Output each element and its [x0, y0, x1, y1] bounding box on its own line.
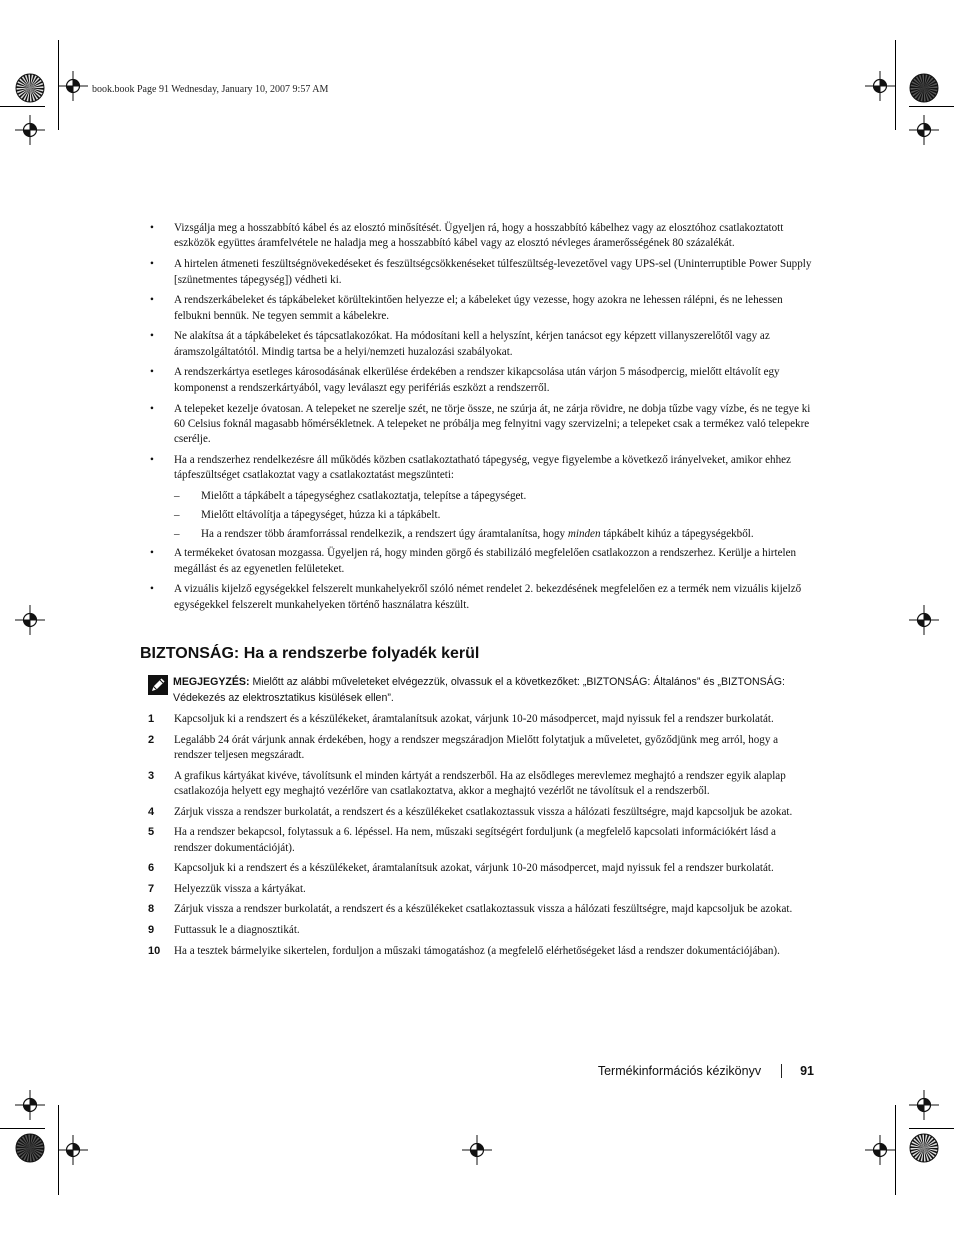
step-number: 2 — [148, 733, 155, 746]
bullet-icon: • — [150, 294, 154, 307]
crop-mark-line — [895, 40, 896, 130]
crop-mark-line — [909, 106, 954, 107]
registration-crosshair-icon — [15, 1090, 45, 1120]
step-list — [148, 712, 815, 964]
registration-crosshair-icon — [15, 115, 45, 145]
step-item: 9 Futtassuk le a diagnosztikát. — [148, 923, 815, 938]
dash-icon: – — [174, 528, 180, 541]
step-number: 1 — [148, 713, 155, 725]
crop-mark-line — [0, 1128, 45, 1129]
step-item: 8 Zárjuk vissza a rendszer burkolatát, a rendszert és a készülékeket csatlakoztassuk vissza a hálózati feszültségre, majd kapcsoljuk be azokat. — [148, 902, 815, 917]
bullet-icon: • — [150, 547, 154, 560]
registration-crosshair-icon — [909, 1090, 939, 1120]
registration-starburst-icon — [15, 73, 45, 103]
sub-list-item: – Mielőtt eltávolítja a tápegységet, húzza ki a tápkábelt. — [150, 508, 815, 523]
list-item: • Ne alakítsa át a tápkábeleket és tápcsatlakozókat. Ha módosítani kell a helyszínt, kérjen tanácsot egy képzett villanyszerelőtől vagy az áramszolgáltatótól. Mindig tartsa be a helyi/nemzeti huzalozási szabályokat. — [150, 330, 770, 358]
registration-crosshair-icon — [58, 1135, 88, 1165]
note-text: MEGJEGYZÉS: Mielőtt az alábbi műveleteket elvégezzük, olvassuk el a következőket: „BIZTONSÁG: Általános” és „BIZTONSÁG: Védekezés az elektrosztatikus kisülések ellen”. — [173, 676, 785, 704]
bullet-icon: • — [150, 583, 154, 596]
bullet-icon: • — [150, 258, 154, 271]
list-item: • A termékeket óvatosan mozgassa. Ügyeljen rá, hogy minden görgő és stabilizáló megfelelően csatlakozzon a rendszerhez. Kerülje a hirtelen megállást és az egyenetlen felületeket. — [150, 547, 797, 575]
step-item: 10 Ha a tesztek bármelyike sikertelen, forduljon a műszaki támogatáshoz (a megfelelő elérhetőségeket lásd a rendszer dokumentációjában). — [148, 944, 815, 959]
pencil-note-icon — [148, 675, 168, 700]
page-footer — [560, 1064, 814, 1078]
step-number: 5 — [148, 826, 155, 839]
print-header-meta: book.book Page 91 Wednesday, January 10, 2007 9:57 AM — [92, 84, 329, 95]
bullet-icon: • — [150, 222, 154, 234]
crop-mark-line — [58, 1105, 59, 1195]
registration-starburst-icon — [909, 73, 939, 103]
crop-mark-line — [895, 1105, 896, 1195]
step-item: 6 Kapcsoljuk ki a rendszert és a készülékeket, áramtalanítsuk azokat, várjunk 10-20 másodpercet, majd nyissuk fel a rendszer burkolatát. — [148, 861, 815, 876]
registration-crosshair-icon — [15, 605, 45, 635]
sub-list-item: – Mielőtt a tápkábelt a tápegységhez csatlakoztatja, telepítse a tápegységet. — [150, 489, 815, 504]
sub-list-item: – Ha a rendszer több áramforrással rendelkezik, a rendszert úgy áramtalanítsa, hogy minden tápkábelt kihúz a tápegységekből. — [150, 527, 815, 542]
footer-divider — [781, 1064, 782, 1078]
step-number: 10 — [148, 944, 161, 957]
dash-icon: – — [174, 490, 180, 503]
step-item: 1 Kapcsoljuk ki a rendszert és a készülékeket, áramtalanítsuk azokat, várjunk 10-20 másodpercet, majd nyissuk fel a rendszer burkolatát. — [148, 712, 815, 727]
list-item: • A hirtelen átmeneti feszültségnövekedéseket és feszültségcsökkenéseket túlfeszültség-levezetővel vagy UPS-sel (Uninterruptible Power Supply [szünetmentes tápegység]) védheti ki. — [150, 258, 812, 286]
book-title: Termékinformációs kézikönyv — [597, 1064, 762, 1078]
step-item: 4 Zárjuk vissza a rendszer burkolatát, a rendszert és a készülékeket csatlakoztassuk vissza a hálózati feszültségre, majd kapcsoljuk be azokat. — [148, 805, 815, 820]
registration-crosshair-icon — [462, 1135, 492, 1165]
step-item: 5 Ha a rendszer bekapcsol, folytassuk a 6. lépéssel. Ha nem, műszaki segítségért forduljunk (a megfelelő kapcsolati információkért lásd a rendszer dokumentációját). — [148, 826, 776, 854]
bullet-icon: • — [150, 402, 154, 415]
list-item: • Ha a rendszerhez rendelkezésre áll működés közben csatlakoztatható tápegység, vegye figyelembe a következő irányelveket, amikor ehhez tápfeszültséget csatlakoztat vagy a csatlakoztatást megszünteti: — [150, 454, 791, 482]
crop-mark-line — [909, 1128, 954, 1129]
crop-mark-line — [0, 106, 45, 107]
step-item: 3 A grafikus kártyákat kivéve, távolítsunk el minden kártyát a rendszerből. Ha az elsődleges merevlemez meghajtó a rendszer egyik alaplap csatlakozója helyett egy meghajtó vezérlőre van csatlakoztatva, akkor a meghajtó vezérlőt ne távolítsuk el a rendszerből. — [148, 769, 786, 797]
bullet-icon: • — [150, 366, 154, 379]
step-number: 9 — [148, 923, 155, 936]
page-number: 91 — [800, 1064, 814, 1078]
registration-starburst-icon — [909, 1133, 939, 1163]
note-box — [148, 675, 813, 706]
list-item: • A rendszerkártya esetleges károsodásának elkerülése érdekében a rendszer kikapcsolása után várjon 5 másodpercig, mielőtt eltávolít egy komponenst a rendszerkártyából, vagy leválaszt egy perifériás eszközt a rendszerről. — [150, 366, 780, 394]
registration-crosshair-icon — [865, 1135, 895, 1165]
registration-starburst-icon — [15, 1133, 45, 1163]
list-item: • A vizuális kijelző egységekkel felszerelt munkahelyekről szóló német rendelet 2. bekezdésének megfelelően ez a termék nem vizuális kijelző egységekkel felszerelt munkahelyeken történő használatra készült. — [150, 583, 802, 611]
bullet-icon: • — [150, 330, 154, 343]
list-item: • A telepeket kezelje óvatosan. A telepeket ne szerelje szét, ne törje össze, ne szúrja át, ne zárja rövidre, ne dobja tűzbe vagy vízbe, és ne tegye ki 60 Celsius foknál magasabb hőmérsékletnek. A telepeket ne próbálja meg felnyitni vagy szervizelni; a telepeket csak a termékez való telepekre cserélje. — [150, 402, 811, 446]
registration-crosshair-icon — [865, 71, 895, 101]
dash-icon: – — [174, 509, 180, 522]
crop-mark-line — [58, 40, 59, 130]
step-number: 3 — [148, 769, 155, 782]
step-number: 4 — [148, 805, 155, 818]
bullet-icon: • — [150, 454, 154, 467]
registration-crosshair-icon — [909, 115, 939, 145]
safety-bullet-list — [150, 221, 815, 618]
step-number: 8 — [148, 903, 155, 916]
registration-crosshair-icon — [909, 605, 939, 635]
step-item: 2 Legalább 24 órát várjunk annak érdekében, hogy a rendszer megszáradjon Mielőtt folytatjuk a műveletet, győződjünk meg arról, hogy a rendszer teljesen megszáradt. — [148, 733, 779, 761]
registration-crosshair-icon — [58, 71, 88, 101]
note-label: MEGJEGYZÉS: — [173, 676, 250, 688]
list-item: • Vizsgálja meg a hosszabbító kábel és az elosztó minősítését. Ügyeljen rá, hogy a hosszabbító kábelhez vagy az elosztóhoz csatlakoztatott eszközök együttes áramfelvétele ne haladja meg a hosszabbító kábel vagy az elosztó névleges áramerősségének 80 százalékát. — [150, 222, 784, 250]
step-number: 7 — [148, 882, 155, 895]
section-heading: BIZTONSÁG: Ha a rendszerbe folyadék kerül — [140, 645, 480, 662]
step-item: 7 Helyezzük vissza a kártyákat. — [148, 882, 815, 897]
list-item: • A rendszerkábeleket és tápkábeleket körültekintően helyezze el; a kábeleket úgy vezesse, hogy azokra ne lehessen rálépni, és ne lehessen felbukni bennük. Ne tegyen semmit a kábelekre. — [150, 294, 783, 322]
step-number: 6 — [148, 862, 155, 875]
